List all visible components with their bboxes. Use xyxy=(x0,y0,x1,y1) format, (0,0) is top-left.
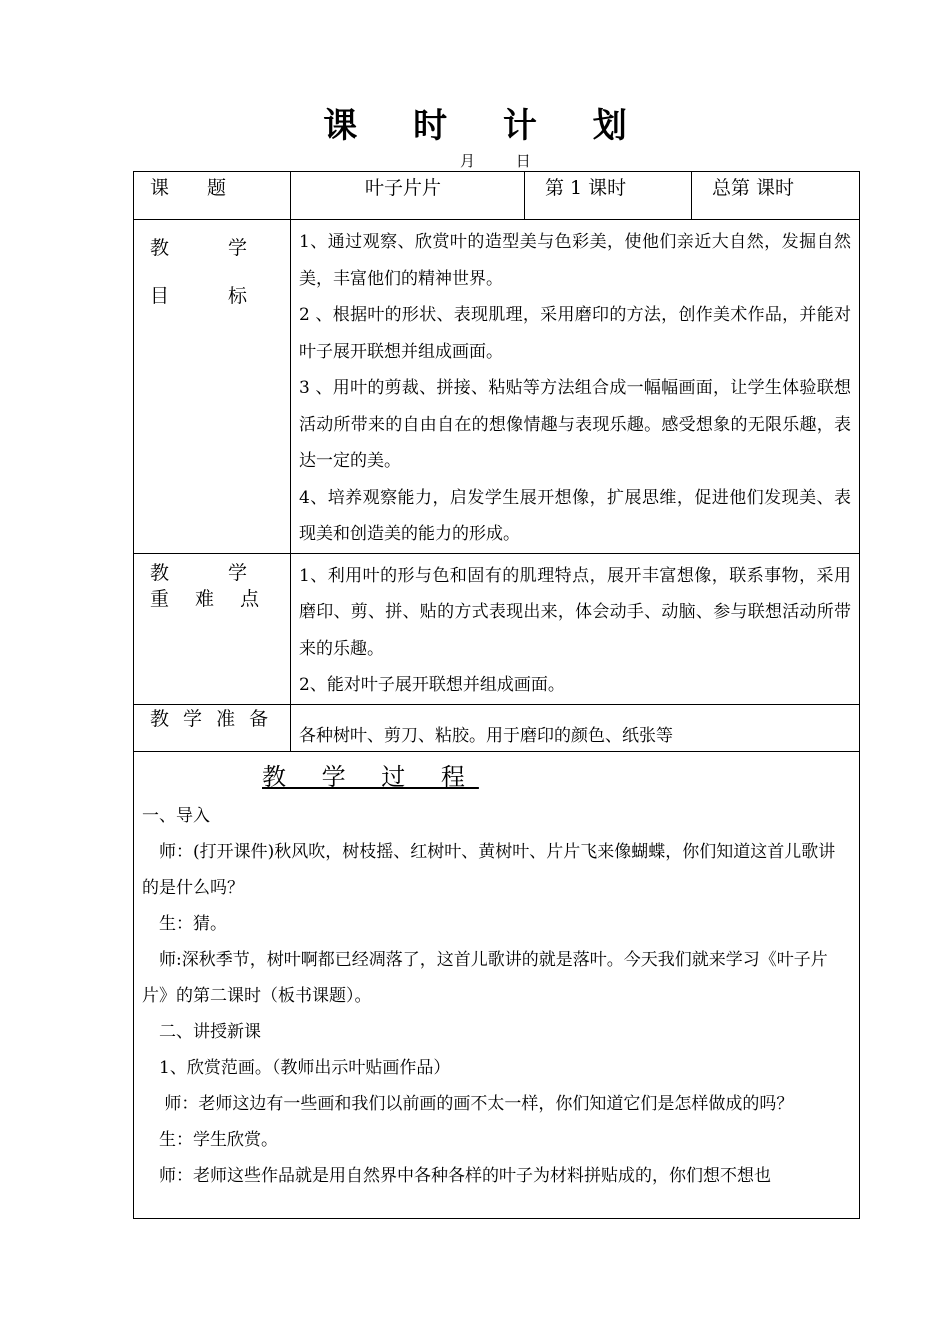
objectives-row xyxy=(134,220,860,554)
process-line: 生：猜。 xyxy=(142,913,227,934)
process-title: 教 学 过 程 xyxy=(262,762,479,791)
process-line: 1、欣赏范画。（教师出示叶贴画作品） xyxy=(142,1057,451,1078)
key-points-list xyxy=(291,554,859,704)
process-line: 师：(打开课件)秋风吹，树枝摇、红树叶、黄树叶、片片飞来像蝴蝶，你们知道这首儿歌讲的是什么吗？ xyxy=(142,841,836,898)
process-line: 师：老师这些作品就是用自然界中各种各样的叶子为材料拼贴成的，你们想不想也 xyxy=(142,1165,771,1186)
topic-cell xyxy=(291,172,525,220)
objective-item: 4、培养观察能力，启发学生展开想像，扩展思维，促进他们发现美、表现美和创造美的能力的形成。 xyxy=(299,487,851,544)
preparation-label: 教 学 准 备 xyxy=(150,707,273,730)
preparation-row xyxy=(134,704,860,751)
objectives-content-cell xyxy=(291,220,860,554)
process-line: 生：学生欣赏。 xyxy=(142,1129,278,1150)
process-line: 二、讲授新课 xyxy=(142,1021,261,1042)
process-line: 一、导入 xyxy=(142,805,210,826)
objectives-label xyxy=(134,220,290,320)
key-points-label-line-1: 教 学 xyxy=(150,561,268,584)
objective-item: 1、通过观察、欣赏叶的造型美与色彩美，使他们亲近大自然，发掘自然美，丰富他们的精神世界。 xyxy=(299,232,851,289)
objectives-label-line-2: 目 标 xyxy=(150,285,268,307)
key-points-content-cell xyxy=(291,553,860,704)
process-cell xyxy=(134,751,860,1218)
objectives-label-cell xyxy=(134,220,291,554)
key-points-row xyxy=(134,553,860,704)
topic-label-cell xyxy=(134,172,291,220)
key-points-label-cell xyxy=(134,553,291,704)
topic-label: 课 题 xyxy=(150,177,227,199)
objectives-label-line-1: 教 学 xyxy=(150,237,268,259)
key-point-item: 2、能对叶子展开联想并组成画面。 xyxy=(299,675,565,695)
objective-item: 3 、用叶的剪裁、拼接、粘贴等方法组合成一幅幅画面，让学生体验联想活动所带来的自由自在的想像情趣与表现乐趣。感受想象的无限乐趣，表达一定的美。 xyxy=(299,378,851,471)
header-row xyxy=(134,172,860,220)
topic-value: 叶子片片 xyxy=(365,177,442,199)
process-row xyxy=(134,751,860,1218)
lesson-plan-table xyxy=(133,171,860,1219)
process-section xyxy=(134,752,859,1194)
objectives-list xyxy=(291,220,859,553)
preparation-content-cell xyxy=(291,704,860,751)
preparation-label-cell xyxy=(134,704,291,751)
preparation-text: 各种树叶、剪刀、粘胶。用于磨印的颜色、纸张等 xyxy=(299,725,673,746)
total-value: 总第 课时 xyxy=(712,177,795,199)
key-point-item: 1、利用叶的形与色和固有的肌理特点，展开丰富想像，联系事物，采用磨印、剪、拼、贴的方式表现出来，体会动手、动脑、参与联想活动所带来的乐趣。 xyxy=(299,565,851,659)
objective-item: 2 、根据叶的形状、表现肌理，采用磨印的方法，创作美术作品，并能对叶子展开联想并组成画面。 xyxy=(299,305,851,362)
total-cell xyxy=(692,172,860,220)
date-line: 月 日 xyxy=(460,152,549,170)
page-title: 课 时 计 划 xyxy=(323,106,649,146)
lesson-cell xyxy=(525,172,692,220)
key-points-label-line-2: 重 难 点 xyxy=(150,587,270,610)
lesson-value: 第 1 课时 xyxy=(545,177,627,199)
process-line: 师:深秋季节，树叶啊都已经凋落了，这首儿歌讲的就是落叶。今天我们就来学习《叶子片片》的第二课时（板书课题）。 xyxy=(142,949,828,1006)
key-points-label xyxy=(134,554,290,612)
process-line: 师：老师这边有一些画和我们以前画的画不太一样，你们知道它们是怎样做成的吗？ xyxy=(142,1093,794,1114)
